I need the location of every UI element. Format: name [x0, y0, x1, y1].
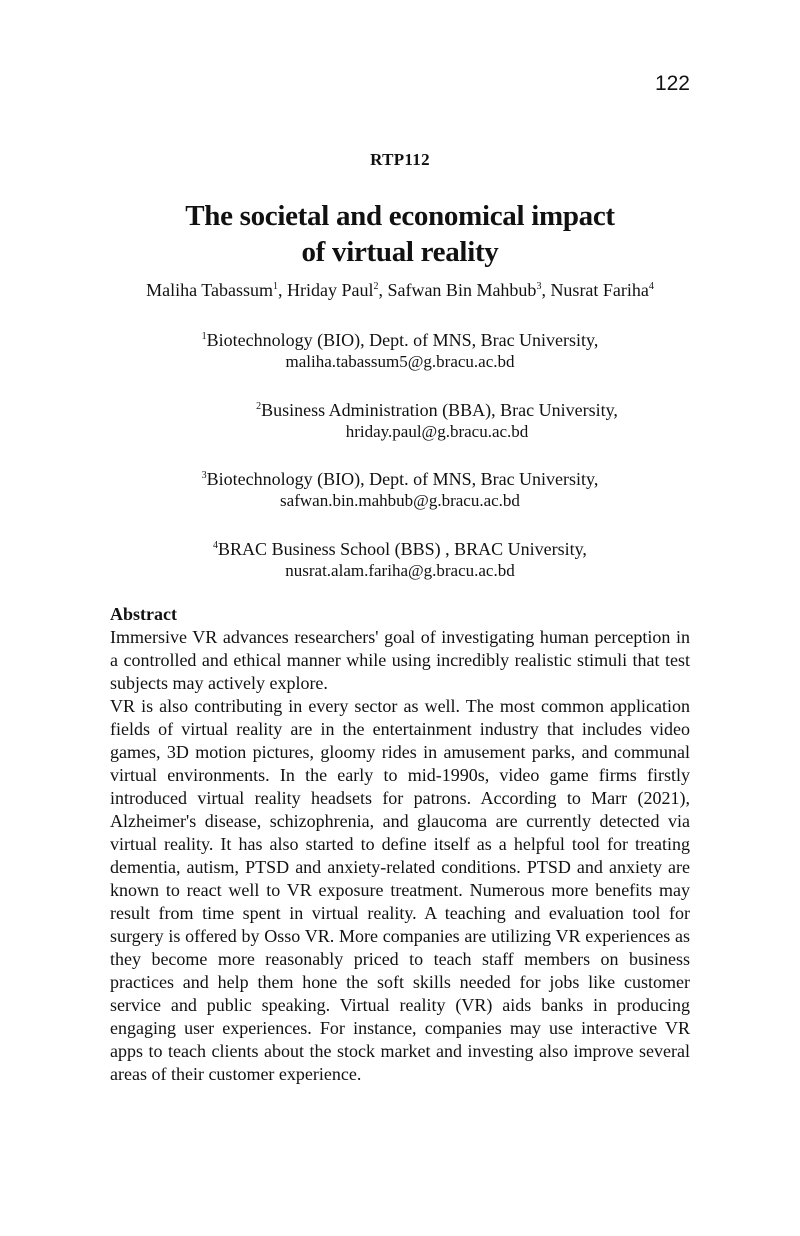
author-affiliation-mark: 2: [373, 281, 379, 292]
affiliation-2: [37, 396, 800, 443]
abstract-paragraph-1: Immersive VR advances researchers' goal of investigating human perception in a controlled and ethical manner while using incredibly realistic stimuli that test subjects may actively explore.: [110, 627, 690, 693]
author-affiliation-mark: 4: [648, 281, 654, 292]
author-name: Safwan Bin Mahbub: [387, 280, 537, 300]
affiliation-text: BRAC Business School (BBS) , BRAC University,: [218, 539, 587, 559]
author-separator: ,: [541, 280, 551, 300]
affiliation-email: safwan.bin.mahbub@g.bracu.ac.bd: [280, 491, 520, 510]
affiliation-mark: 3: [201, 470, 207, 481]
abstract-section: [110, 603, 690, 1086]
author-separator: ,: [277, 280, 287, 300]
author-separator: ,: [378, 280, 388, 300]
author-list: [0, 280, 800, 301]
author-affiliation-mark: 3: [536, 281, 542, 292]
affiliation-mark: 4: [213, 540, 219, 551]
page-number: 122: [654, 72, 690, 95]
paper-code: RTP112: [370, 150, 430, 169]
abstract-heading: Abstract: [110, 604, 177, 624]
author-name: Maliha Tabassum: [146, 280, 273, 300]
abstract-paragraph-2: VR is also contributing in every sector as well. The most common application fields of virtual reality are in the entertainment industry that includes video games, 3D motion pictures, gloomy rides in amusement parks, and communal virtual environments. In the early to mid-1990s, video game firms firstly introduced virtual reality headsets for patrons. According to Marr (2021), Alzheimer's disease, schizophrenia, and glaucoma are currently detected via virtual reality. It has also started to define itself as a helpful tool for treating dementia, autism, PTSD and anxiety-related conditions. PTSD and anxiety are known to react well to VR exposure treatment. Numerous more benefits may result from time spent in virtual reality. A teaching and evaluation tool for surgery is offered by Osso VR. More companies are utilizing VR experiences as they become more reasonably priced to teach staff members on business practices and help them hone the soft skills needed for jobs like customer service and public speaking. Virtual reality (VR) aids banks in producing engaging user experiences. For instance, companies may use interactive VR apps to teach clients about the stock market and investing also improve several areas of their customer experience.: [110, 696, 690, 1084]
affiliation-text: Biotechnology (BIO), Dept. of MNS, Brac University,: [206, 469, 599, 489]
affiliation-text: Business Administration (BBA), Brac University,: [261, 400, 618, 420]
affiliation-text: Biotechnology (BIO), Dept. of MNS, Brac University,: [206, 330, 599, 350]
affiliation-email: nusrat.alam.fariha@g.bracu.ac.bd: [285, 561, 515, 580]
title-line-1: The societal and economical impact: [185, 200, 615, 232]
title-line-2: of virtual reality: [301, 236, 499, 268]
affiliation-email: hriday.paul@g.bracu.ac.bd: [345, 422, 529, 441]
author-affiliation-mark: 1: [272, 281, 278, 292]
author-name: Nusrat Fariha: [550, 280, 649, 300]
affiliation-mark: 1: [201, 331, 207, 342]
affiliation-4: [0, 535, 800, 582]
affiliation-3: [0, 465, 800, 512]
affiliation-email: maliha.tabassum5@g.bracu.ac.bd: [285, 352, 515, 371]
paper-title: [0, 198, 800, 270]
author-name: Hriday Paul: [286, 280, 374, 300]
affiliation-1: [0, 326, 800, 373]
affiliation-mark: 2: [256, 401, 262, 412]
